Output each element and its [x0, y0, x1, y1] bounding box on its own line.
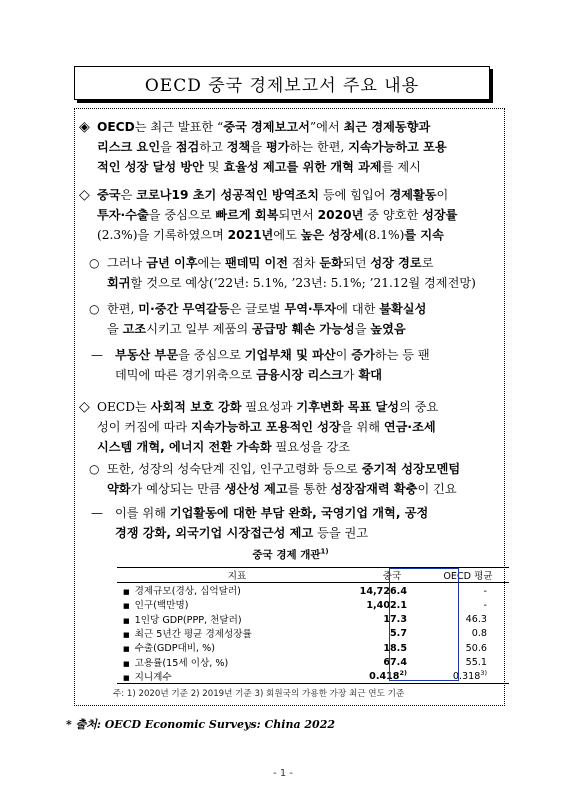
- table-title: 중국 경제 개관$^{1)}$: [252, 547, 329, 561]
- row-indicator: ■ 최근 5년간 평균 경제성장률: [123, 629, 252, 641]
- row-indicator: ■ 인구(백만명): [123, 600, 189, 612]
- square-bullet-icon: ■: [123, 631, 130, 640]
- row-indicator: ■ 1인당 GDP(PPP, 천달러): [123, 614, 242, 626]
- row-indicator: ■ 고용률(15세 이상, %): [123, 657, 229, 669]
- row-china-value: 14,726.4: [359, 585, 407, 597]
- growth-paragraph: ◇ 중국은 코로나19 초기 성공적인 방역조치 등에 힘입어 경제활동이 투자·수출을 중심으로 빠르게 회복되면서 2020년 중 양호한 성장률 (2.3%)을 기록하였으며 2021년에도 높은 성장세(8.1%)를 지속: [79, 187, 458, 242]
- table-row: [117, 640, 509, 654]
- table-notes: 주: 1) 2020년 기준 2) 2019년 기준 3) 회원국의 가용한 가장 최근 연도 기준: [113, 689, 405, 699]
- square-bullet-icon: ■: [123, 659, 130, 668]
- square-bullet-icon: ■: [123, 616, 130, 625]
- page-title: OECD 중국 경제보고서 주요 내용: [144, 75, 420, 96]
- row-china-value: 1,402.1: [366, 600, 407, 612]
- header-china: 중국: [357, 568, 427, 583]
- square-bullet-icon: ■: [123, 602, 130, 611]
- row-china-value: 17.3: [383, 614, 407, 626]
- dash-bullet-icon: —: [91, 506, 103, 520]
- page-title-box: [74, 66, 490, 100]
- outlook-paragraph: ○ 그러나 금년 이후에는 팬데믹 이전 점차 둔화되던 성장 경로로 회귀할 것으로 예상(’22년: 5.1%, ’23년: 5.1%; ’21.12월 경제전망): [75, 253, 506, 293]
- row-china-value: 5.7: [390, 628, 407, 640]
- circle-bullet-icon: ○: [89, 302, 100, 316]
- table-row: [117, 669, 509, 684]
- hollow-diamond-bullet-icon: ◇: [79, 187, 90, 203]
- row-oecd-value: 0.8: [471, 628, 487, 640]
- row-oecd-value: 50.6: [465, 642, 487, 654]
- row-indicator: ■ 지니계수: [117, 669, 357, 684]
- real-estate-paragraph: — 부동산 부문을 중심으로 기업부채 및 파산이 증가하는 등 팬 데믹에 따른 경기위축으로 금융시장 리스크가 확대: [75, 345, 506, 385]
- page-number: - 1 -: [273, 768, 293, 779]
- table-row: [117, 597, 509, 611]
- row-china-value: 0.418$^{2)}$: [357, 669, 427, 684]
- trade-paragraph: ○ 한편, 미·중간 무역갈등은 글로벌 무역·투자에 대한 불확실성 을 고조시키고 일부 제품의 공급망 훼손 가능성을 높였음: [75, 299, 506, 339]
- row-indicator: ■ 수출(GDP대비, %): [123, 643, 216, 655]
- diamond-bullet-icon: ◈: [79, 119, 90, 135]
- table-row: [117, 654, 509, 668]
- row-china-value: 67.4: [383, 657, 407, 669]
- square-bullet-icon: ■: [123, 588, 130, 597]
- productivity-paragraph: ○ 또한, 성장의 성숙단계 진입, 인구고령화 등으로 중기적 성장모멘텀 약화가 예상되는 만큼 생산성 제고를 통한 성장잠재력 확충이 긴요: [75, 459, 506, 499]
- table-row: [117, 583, 509, 598]
- row-oecd-value: 46.3: [465, 614, 487, 626]
- reform-paragraph: — 이를 위해 기업활동에 대한 부담 완화, 국영기업 개혁, 공정 경쟁 강화, 외국기업 시장접근성 제고 등을 권고: [75, 503, 506, 543]
- circle-bullet-icon: ○: [89, 462, 100, 476]
- row-oecd-value: -: [483, 585, 487, 597]
- square-bullet-icon: ■: [123, 645, 130, 654]
- china-overview-table: [117, 567, 509, 684]
- circle-bullet-icon: ○: [89, 256, 100, 270]
- row-oecd-value: 55.1: [465, 657, 487, 669]
- row-oecd-value: 0.318$^{3)}$: [427, 669, 509, 684]
- header-indicator: 지표: [117, 568, 357, 583]
- dash-bullet-icon: —: [91, 348, 103, 362]
- source-citation: * 출처: OECD Economic Surveys: China 2022: [66, 718, 336, 731]
- content-box: [74, 108, 505, 706]
- table-row: [117, 626, 509, 640]
- row-china-value: 18.5: [383, 642, 407, 654]
- recommendation-paragraph: ◇ OECD는 사회적 보호 강화 필요성과 기후변화 목표 달성의 중요 성이 커짐에 따라 지속가능하고 포용적인 성장을 위해 연금·조세 시스템 개혁, 에너지 전환 가속화 필요성을 강조: [79, 399, 439, 454]
- table-row: [117, 612, 509, 626]
- row-oecd-value: -: [483, 600, 487, 612]
- square-bullet-icon: ■: [123, 673, 130, 682]
- row-indicator: ■ 경제규모(경상, 십억달러): [123, 586, 241, 598]
- summary-paragraph: ◈ OECD는 최근 발표한 “중국 경제보고서”에서 최근 경제동향과 리스크 요인을 점검하고 정책을 평가하는 한편, 지속가능하고 포용 적인 성장 달성 방안 및 효율성 제고를 위한 개혁 과제를 제시: [79, 119, 447, 174]
- hollow-diamond-bullet-icon: ◇: [79, 399, 90, 415]
- table-header-row: [117, 568, 509, 583]
- header-oecd: OECD 평균: [427, 568, 509, 583]
